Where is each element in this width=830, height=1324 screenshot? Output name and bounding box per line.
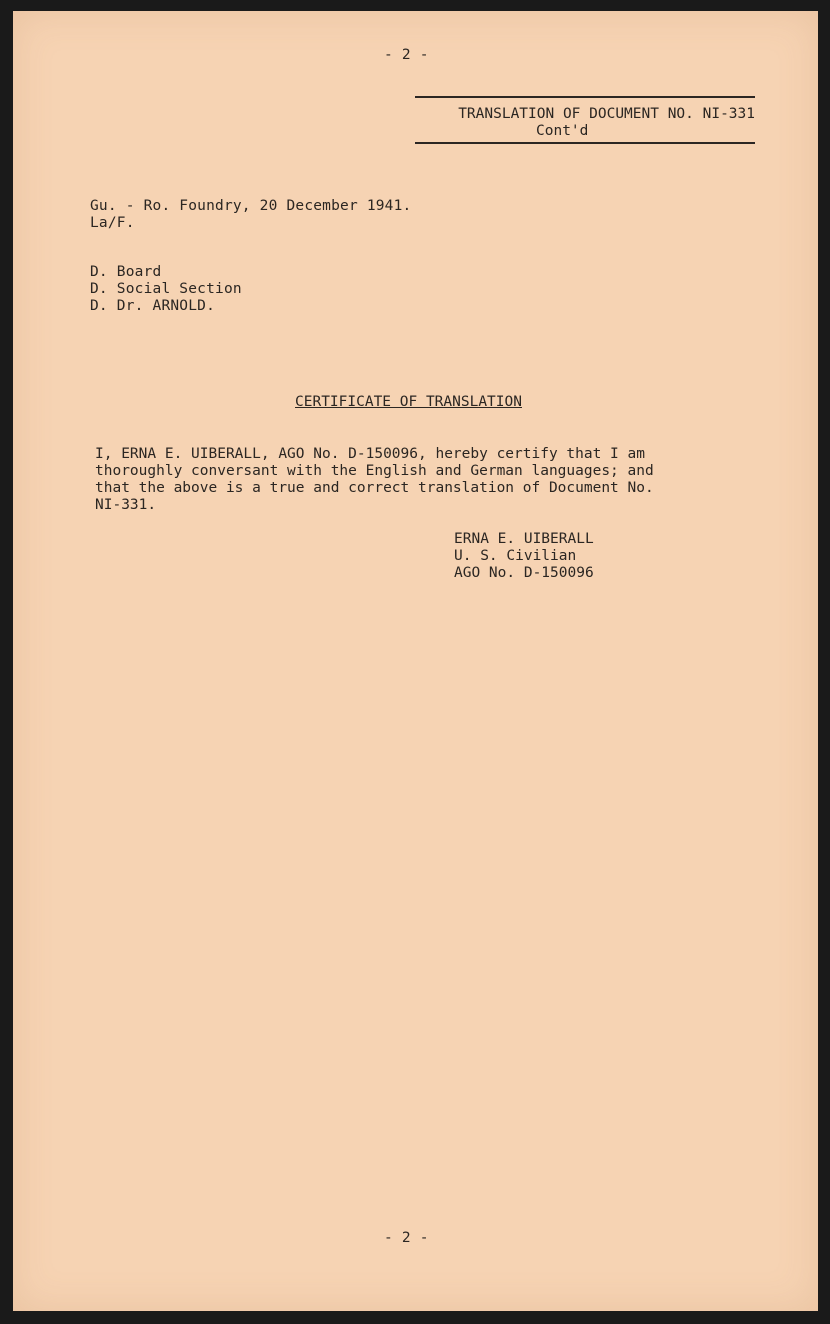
header-bottom-rule [415, 142, 755, 144]
recipient-item: D. Dr. ARNOLD. [90, 298, 216, 314]
signature-block [454, 531, 594, 582]
signature-title: U. S. Civilian [454, 548, 577, 564]
certificate-line: I, ERNA E. UIBERALL, AGO No. D-150096, hereby certify that I am [95, 446, 645, 462]
page-number-bottom: - 2 - [384, 1230, 429, 1246]
translation-header [415, 96, 755, 144]
recipient-item: D. Board [90, 264, 162, 280]
page-number-top: - 2 - [384, 47, 429, 63]
certificate-line: that the above is a true and correct translation of Document No. [95, 480, 654, 496]
certificate-line: thoroughly conversant with the English and German languages; and [95, 463, 654, 479]
header-title: TRANSLATION OF DOCUMENT NO. NI-331 [458, 106, 755, 122]
recipient-item: D. Social Section [90, 281, 242, 297]
memo-line-1: Gu. - Ro. Foundry, 20 December 1941. [90, 198, 412, 214]
signature-name: ERNA E. UIBERALL [454, 531, 594, 547]
certificate-heading: CERTIFICATE OF TRANSLATION [295, 394, 522, 410]
document-page [13, 11, 818, 1311]
certificate-line: NI-331. [95, 497, 157, 513]
header-subtitle: Cont'd [536, 123, 589, 139]
memo-line-2: La/F. [90, 215, 135, 231]
certificate-paragraph [95, 446, 745, 514]
header-top-rule [415, 96, 755, 98]
signature-ago: AGO No. D-150096 [454, 565, 594, 581]
